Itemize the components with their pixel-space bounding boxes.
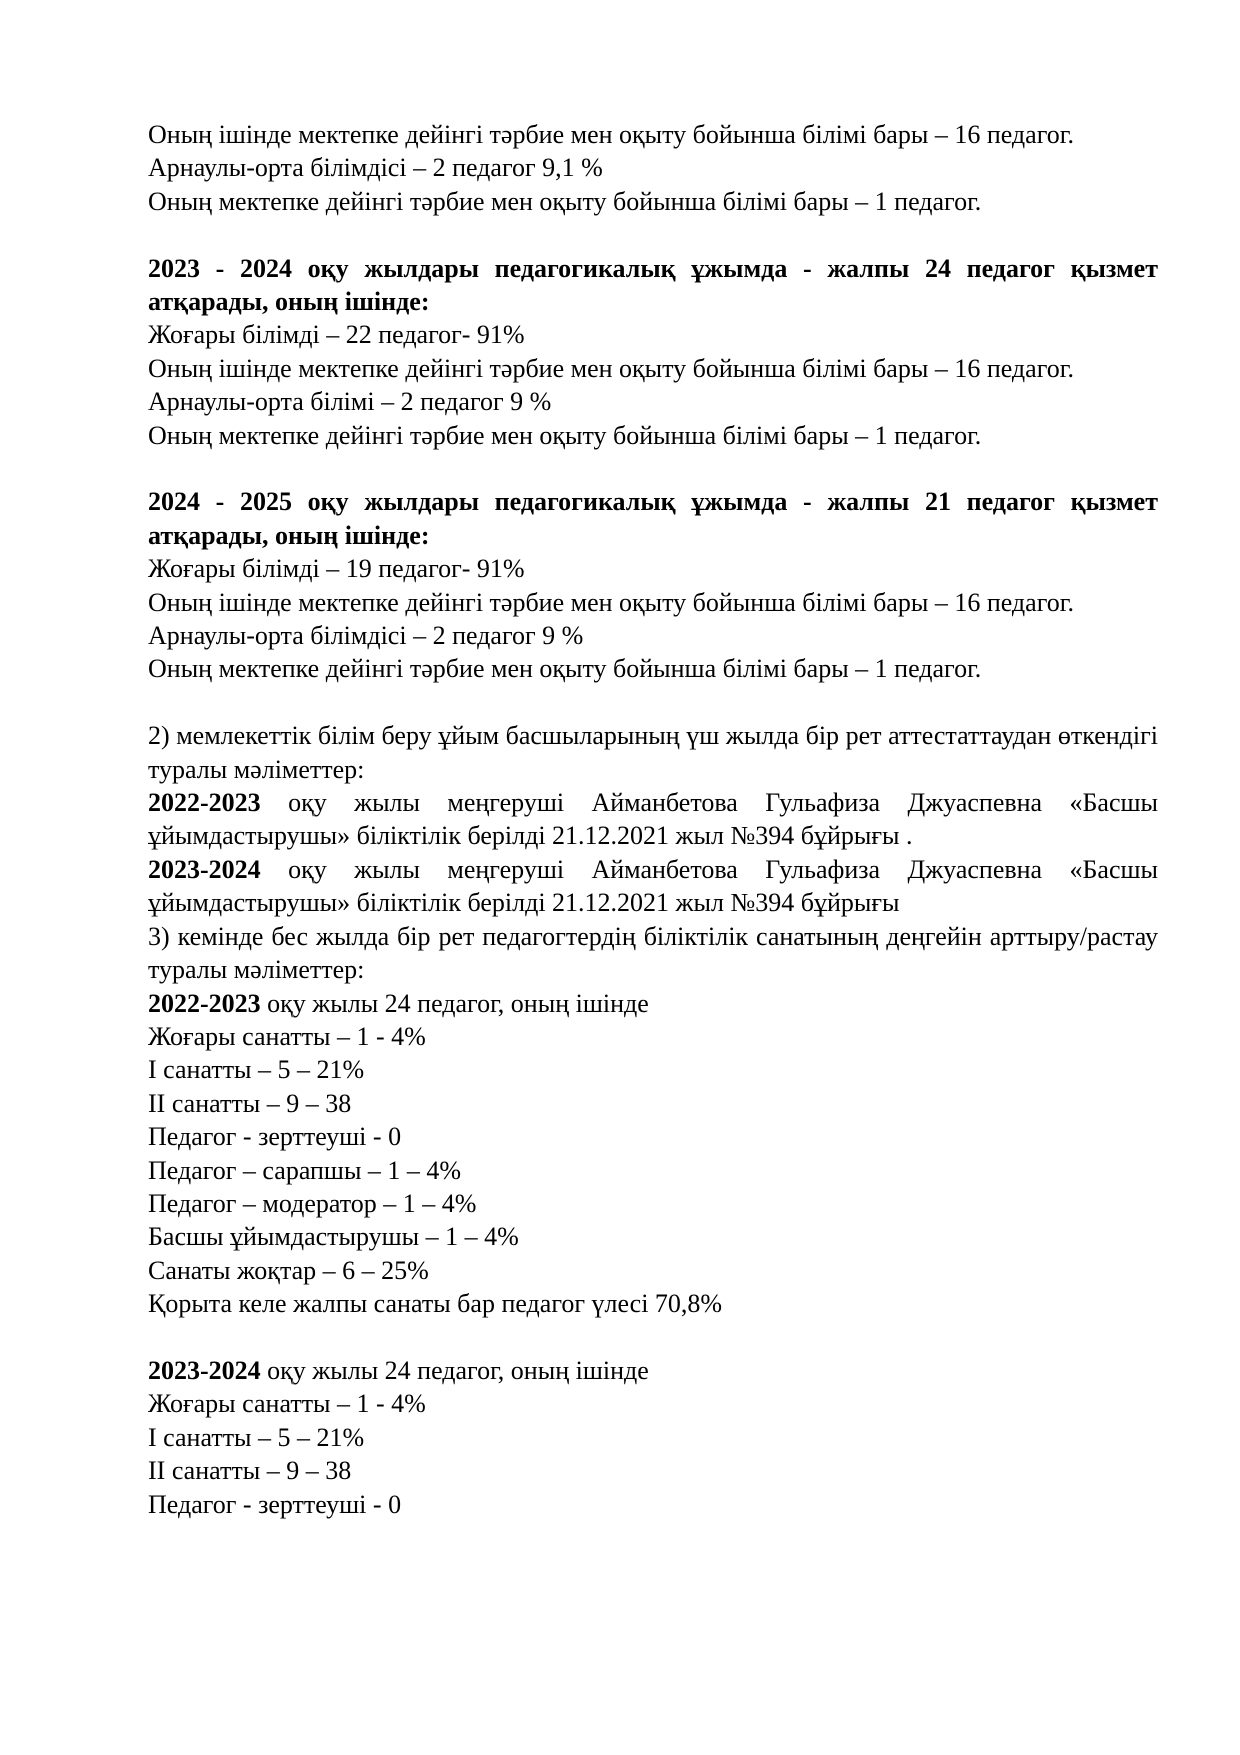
paragraph-gap bbox=[148, 452, 1158, 485]
text-line bbox=[148, 318, 1158, 351]
line-text: Жоғары білімді – 22 педагог- 91% bbox=[148, 320, 525, 350]
text-line bbox=[148, 853, 1158, 920]
text-line bbox=[148, 619, 1158, 652]
text-line bbox=[148, 586, 1158, 619]
paragraph-gap bbox=[148, 686, 1158, 719]
section-heading bbox=[148, 252, 1158, 319]
text-line bbox=[148, 920, 1158, 987]
document-body bbox=[148, 118, 1158, 1521]
line-text: Оның ішінде мектепке дейінгі тәрбие мен оқыту бойынша білімі бары – 16 педагог. bbox=[148, 587, 1074, 617]
text-line bbox=[148, 419, 1158, 452]
year-label: 2023-2024 bbox=[148, 854, 261, 884]
line-text: Оның мектепке дейінгі тәрбие мен оқыту бойынша білімі бары – 1 педагог. bbox=[148, 186, 982, 216]
line-text: Педагог – сарапшы – 1 – 4% bbox=[148, 1155, 462, 1185]
paragraph-gap bbox=[148, 1321, 1158, 1354]
line-text: 2023 - 2024 оқу жылдары педагогикалық ұжымда - жалпы 24 педагог қызмет атқарады, оның ішінде: bbox=[148, 253, 1158, 317]
line-text: Қорыта келе жалпы санаты бар педагог үлесі 70,8% bbox=[148, 1289, 723, 1319]
line-text: 2) мемлекеттік білім беру ұйым басшыларының үш жылда бір рет аттестаттаудан өткендігі туралы мәліметтер: bbox=[148, 721, 1158, 784]
line-text: Жоғары санатты – 1 - 4% bbox=[148, 1389, 426, 1419]
text-line bbox=[148, 1053, 1158, 1086]
line-text: Арнаулы-орта білімдісі – 2 педагог 9 % bbox=[148, 621, 584, 651]
line-text: Жоғары санатты – 1 - 4% bbox=[148, 1021, 426, 1051]
text-line bbox=[148, 1387, 1158, 1420]
text-line bbox=[148, 1354, 1158, 1387]
line-text: Санаты жоқтар – 6 – 25% bbox=[148, 1255, 429, 1285]
text-line bbox=[148, 151, 1158, 184]
line-text: ІІ санатты – 9 – 38 bbox=[148, 1456, 352, 1486]
line-text: Арнаулы-орта білімдісі – 2 педагог 9,1 % bbox=[148, 153, 603, 183]
line-text: Педагог - зерттеуші - 0 bbox=[148, 1489, 402, 1519]
paragraph-gap bbox=[148, 218, 1158, 251]
line-text: Басшы ұйымдастырушы – 1 – 4% bbox=[148, 1222, 519, 1252]
line-text: Оның ішінде мектепке дейінгі тәрбие мен оқыту бойынша білімі бары – 16 педагог. bbox=[148, 120, 1074, 149]
text-line bbox=[148, 1020, 1158, 1053]
line-text: 3) кемінде бес жылда бір рет педагогтердің біліктілік санатының деңгейін арттыру/растау туралы мәліметтер: bbox=[148, 921, 1158, 985]
text-line bbox=[148, 385, 1158, 418]
line-text: 2024 - 2025 оқу жылдары педагогикалық ұжымда - жалпы 21 педагог қызмет атқарады, оның ішінде: bbox=[148, 487, 1158, 550]
text-line bbox=[148, 1187, 1158, 1220]
line-text: Оның ішінде мектепке дейінгі тәрбие мен оқыту бойынша білімі бары – 16 педагог. bbox=[148, 353, 1074, 383]
line-text: оқу жылы 24 педагог, оның ішінде bbox=[260, 988, 649, 1018]
text-line bbox=[148, 1087, 1158, 1120]
year-label: 2022-2023 bbox=[148, 788, 261, 818]
line-text: оқу жылы 24 педагог, оның ішінде bbox=[260, 1355, 649, 1385]
line-text: оқу жылы меңгеруші Айманбетова Гульафиза Джуаспевна «Басшы ұйымдастырушы» біліктілік берілді 21.12.2021 жыл №394 бұйрығы bbox=[148, 854, 1158, 918]
text-line bbox=[148, 1287, 1158, 1320]
text-line bbox=[148, 786, 1158, 853]
text-line bbox=[148, 1220, 1158, 1253]
line-text: Педагог – модератор – 1 – 4% bbox=[148, 1188, 477, 1218]
text-line bbox=[148, 1254, 1158, 1287]
text-line bbox=[148, 352, 1158, 385]
text-line bbox=[148, 1154, 1158, 1187]
section-heading bbox=[148, 485, 1158, 552]
line-text: ІІ санатты – 9 – 38 bbox=[148, 1088, 352, 1118]
text-line bbox=[148, 552, 1158, 585]
year-label: 2022-2023 bbox=[148, 988, 261, 1018]
text-line bbox=[148, 987, 1158, 1020]
line-text: оқу жылы меңгеруші Айманбетова Гульафиза Джуаспевна «Басшы ұйымдастырушы» біліктілік берілді 21.12.2021 жыл №394 бұйрығы . bbox=[148, 788, 1158, 851]
year-label: 2023-2024 bbox=[148, 1355, 261, 1385]
text-line bbox=[148, 1488, 1158, 1521]
text-line bbox=[148, 1421, 1158, 1454]
line-text: Оның мектепке дейінгі тәрбие мен оқыту бойынша білімі бары – 1 педагог. bbox=[148, 654, 982, 684]
text-line bbox=[148, 118, 1158, 151]
line-text: Арнаулы-орта білімі – 2 педагог 9 % bbox=[148, 387, 552, 417]
text-line bbox=[148, 719, 1158, 786]
text-line bbox=[148, 185, 1158, 218]
line-text: І санатты – 5 – 21% bbox=[148, 1055, 365, 1085]
text-line bbox=[148, 1454, 1158, 1487]
line-text: Жоғары білімді – 19 педагог- 91% bbox=[148, 554, 525, 584]
line-text: Оның мектепке дейінгі тәрбие мен оқыту бойынша білімі бары – 1 педагог. bbox=[148, 420, 982, 450]
line-text: І санатты – 5 – 21% bbox=[148, 1422, 365, 1452]
text-line bbox=[148, 652, 1158, 685]
line-text: Педагог - зерттеуші - 0 bbox=[148, 1122, 402, 1152]
text-line bbox=[148, 1120, 1158, 1153]
